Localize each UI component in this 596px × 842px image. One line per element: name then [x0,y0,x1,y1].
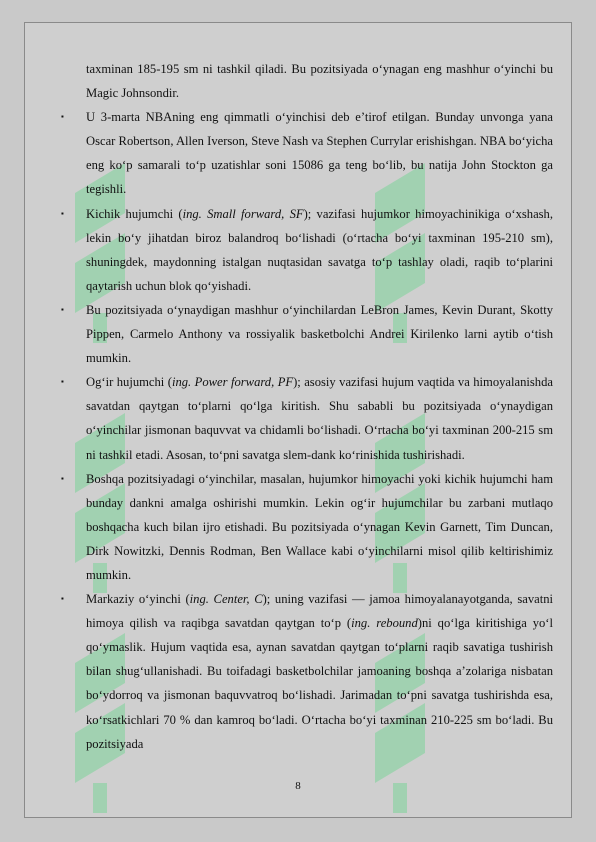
text-run: ); vazifasi hujumkor himoyachinikiga o‘xshash, lekin bo‘y jihatdan biroz balandroq bo‘lishadi (o‘rtacha bo‘yi taxminan 195-210 sm), shuningdek, maydonning istalgan nuqtasidan savatga to‘p tashlay oladi, raqib to‘plarini qaytarish uchun blok qo‘yishadi. [86,206,553,293]
paragraph [86,57,553,105]
italic-text: ing. Small forward, SF [182,206,304,221]
bullet-paragraph [86,105,553,201]
text-run: ); asosiy vazifasi hujum vaqtida va himoyalanishda savatdan qaytgan to‘plarni qo‘lga kiritish. Shu sababli bu pozitsiyada o‘ynaydigan o‘yinchilar jismonan baquvvat va chidamli bo‘lishadi. O‘rtacha bo‘yi taxminan 200-215 sm ni tashkil etadi. Asosan, to‘pni savatga slem-dank ko‘rinishida tushirishadi. [86,375,553,462]
text-run: taxminan 185-195 sm ni tashkil qiladi. Bu pozitsiyada o‘ynagan eng mashhur o‘yinchi bu Magic Johnsondir. [86,62,553,101]
italic-text: ing. Center, C [189,592,263,607]
page-number: 8 [295,780,301,792]
text-run: Boshqa pozitsiyadagi o‘yinchilar, masalan, hujumkor himoyachi yoki kichik hujumchi ham bunday dankni amalga oshirishi mumkin. Lekin og‘ir hujumchilar bu zarbani mutlaqo boshqacha kuch bilan ijro etishadi. Bu pozitsiyada o‘ynagan Kevin Garnett, Tim Duncan, Dirk Nowitzki, Dennis Rodman, Ben Wallace kabi o‘yinchilarni misol qilib keltirishimiz mumkin. [86,471,553,582]
bullet-paragraph [86,587,553,756]
bullet-paragraph [86,467,553,587]
italic-text: ing. Power forward, PF [171,375,294,390]
text-run: )ni qo‘lga kiritishiga yo‘l qo‘ymaslik. Hujum vaqtida esa, aynan savatdan qaytgan to‘plarni raqib savatiga tushirish bilan shug‘ullanishadi. Bu toifadagi basketbolchilar jamoaning boshqa a’zolariga nisbatan bo‘ydorroq va jismonan baquvvatroq bo‘lishadi. Jarimadan to‘pni savatga tushirishda esa, ko‘rsatkichlari 70 % dan kamroq bo‘ladi. O‘rtacha bo‘yi taxminan 210-225 sm bo‘ladi. Bu pozitsiyada [86,616,553,751]
text-run: U 3-marta NBAning eng qimmatli o‘yinchisi deb e’tirof etilgan. Bunday unvonga yana Oscar Robertson, Allen Iverson, Steve Nash va Stephen Currylar erishishgan. NBA bo‘yicha eng ko‘p samarali to‘p uzatishlar soni 15086 ga teng bo‘lib, bu natija John Stockton ga tegishli. [86,110,553,197]
italic-text: ing. rebound [351,616,418,631]
text-run: Bu pozitsiyada o‘ynaydigan mashhur o‘yinchilardan LeBron James, Kevin Durant, Skotty Pippen, Carmelo Anthony va rossiyalik basketbolchi Andrei Kirilenko larni aytib o‘tish mumkin. [86,302,553,366]
document-page [24,22,572,818]
bullet-paragraph [86,298,553,370]
text-run: ); uning vazifasi — jamoa himoyalanayotganda, savatni himoya qilish va raqibga savatdan qaytgan to‘p ( [86,592,554,631]
text-run: Markaziy o‘yinchi ( [86,592,190,607]
bullet-paragraph [86,370,553,466]
text-run: Kichik hujumchi ( [86,206,183,221]
bullet-paragraph [86,202,553,298]
text-run: Og‘ir hujumchi ( [86,375,172,390]
body-text [86,57,553,756]
